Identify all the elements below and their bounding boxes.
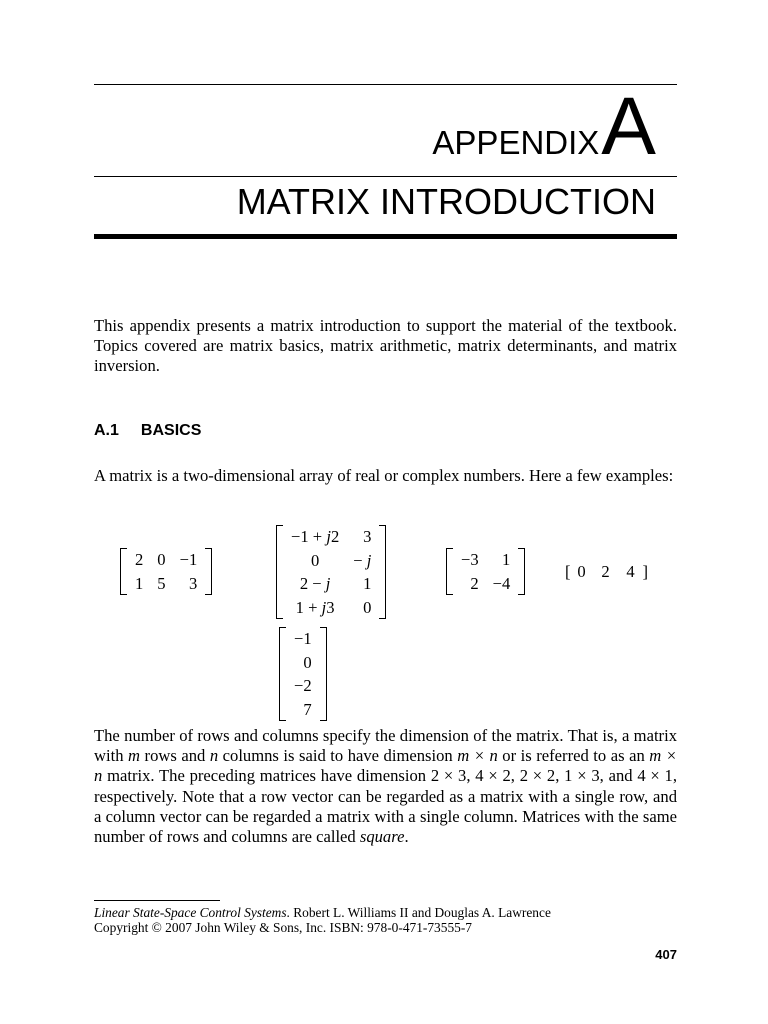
basics-paragraph-1: A matrix is a two-dimensional array of real or complex numbers. Here a few examples: <box>94 466 674 485</box>
right-bracket <box>379 525 386 619</box>
footnote-citation <box>94 905 551 921</box>
right-bracket: ] <box>642 562 649 581</box>
appendix-letter: A <box>601 81 656 172</box>
section-title: BASICS <box>140 422 202 439</box>
appendix-label <box>432 81 656 172</box>
matrix-cell: 0 <box>577 562 586 581</box>
matrix-cell: 0 <box>157 550 166 569</box>
row-vector-1x3 <box>565 562 648 582</box>
matrix-cell: 0 <box>310 550 320 570</box>
header-rule-middle <box>94 176 677 177</box>
text-run: The number of rows and columns specify the dimension of the matrix. That is, a matrix with <box>94 726 677 766</box>
left-bracket <box>276 525 283 619</box>
matrix-cell: 2 <box>470 573 479 593</box>
left-bracket <box>446 548 453 595</box>
basics-paragraph-2 <box>94 726 677 847</box>
text-run: or is referred to as an <box>497 746 650 766</box>
matrix-cell: −1 <box>294 629 312 648</box>
matrix-cell: 0 <box>363 597 372 617</box>
math-m: m <box>128 746 141 766</box>
matrix-cell: 7 <box>303 699 312 719</box>
text-run: columns is said to have dimension <box>218 746 458 766</box>
text-run: . <box>404 827 409 847</box>
matrix-cell: −4 <box>492 573 511 593</box>
matrix-cell: −2 <box>294 676 312 695</box>
matrix-cell: − j <box>353 550 372 570</box>
left-bracket <box>279 627 286 721</box>
page-number: 407 <box>655 947 677 962</box>
column-vector-4x1 <box>279 627 327 721</box>
book-title: Linear State-Space Control Systems <box>94 905 287 920</box>
matrix-cell: 4 <box>626 562 635 581</box>
math-n: n <box>209 746 219 766</box>
section-heading <box>94 422 201 440</box>
section-number: A.1 <box>94 422 119 439</box>
appendix-word: APPENDIX <box>432 124 600 161</box>
matrix-cell: 2 <box>135 550 144 569</box>
math-m-times-n: m × n <box>457 746 498 766</box>
matrix-cell: 1 <box>135 573 144 593</box>
matrix-4x2-complex <box>276 525 386 619</box>
header-rule-bottom <box>94 234 677 239</box>
footnote-copyright: Copyright © 2007 John Wiley & Sons, Inc. ISBN: 978-0-471-73555-7 <box>94 920 472 935</box>
left-bracket: [ <box>565 562 571 581</box>
header-rule-top <box>94 84 677 85</box>
chapter-title: MATRIX INTRODUCTION <box>236 181 656 222</box>
right-bracket <box>205 548 212 595</box>
matrix-cell: −1 <box>179 550 198 569</box>
book-authors: . Robert L. Williams II and Douglas A. Lawrence <box>286 905 551 920</box>
matrix-cell: 0 <box>303 652 312 672</box>
matrix-cell: −1 + j2 <box>291 527 340 546</box>
right-bracket <box>518 548 525 595</box>
math-m-times-n: m × n <box>94 746 677 786</box>
text-run: rows and <box>140 746 210 766</box>
right-bracket <box>320 627 327 721</box>
emphasis-square: square <box>359 827 405 847</box>
matrix-2x3 <box>120 548 212 595</box>
matrix-cell: 1 <box>363 574 372 593</box>
footnote-rule <box>94 900 220 901</box>
matrix-cell: −3 <box>461 550 479 569</box>
matrix-cell: 2 − j <box>299 574 331 593</box>
text-run: matrix. The preceding matrices have dimension 2 × 3, 4 × 2, 2 × 2, 1 × 3, and 4 × 1, respectively. Note that a row vector can be regarded as a matrix with a single row, and a column vector can be regarded a matrix with a single column. Matrices with the same number of rows and columns are called <box>94 766 677 847</box>
matrix-cell: 3 <box>188 573 198 593</box>
matrix-cell: 1 + j3 <box>295 597 335 617</box>
matrix-cell: 3 <box>363 527 372 546</box>
intro-paragraph: This appendix presents a matrix introduction to support the material of the textbook. Topics covered are matrix basics, matrix arithmetic, matrix determinants, and matrix inversion. <box>94 316 677 376</box>
matrix-2x2 <box>446 548 525 595</box>
matrix-cell: 5 <box>157 573 166 593</box>
matrix-cell: 2 <box>601 562 610 581</box>
matrix-cell: 1 <box>502 550 511 569</box>
left-bracket <box>120 548 127 595</box>
